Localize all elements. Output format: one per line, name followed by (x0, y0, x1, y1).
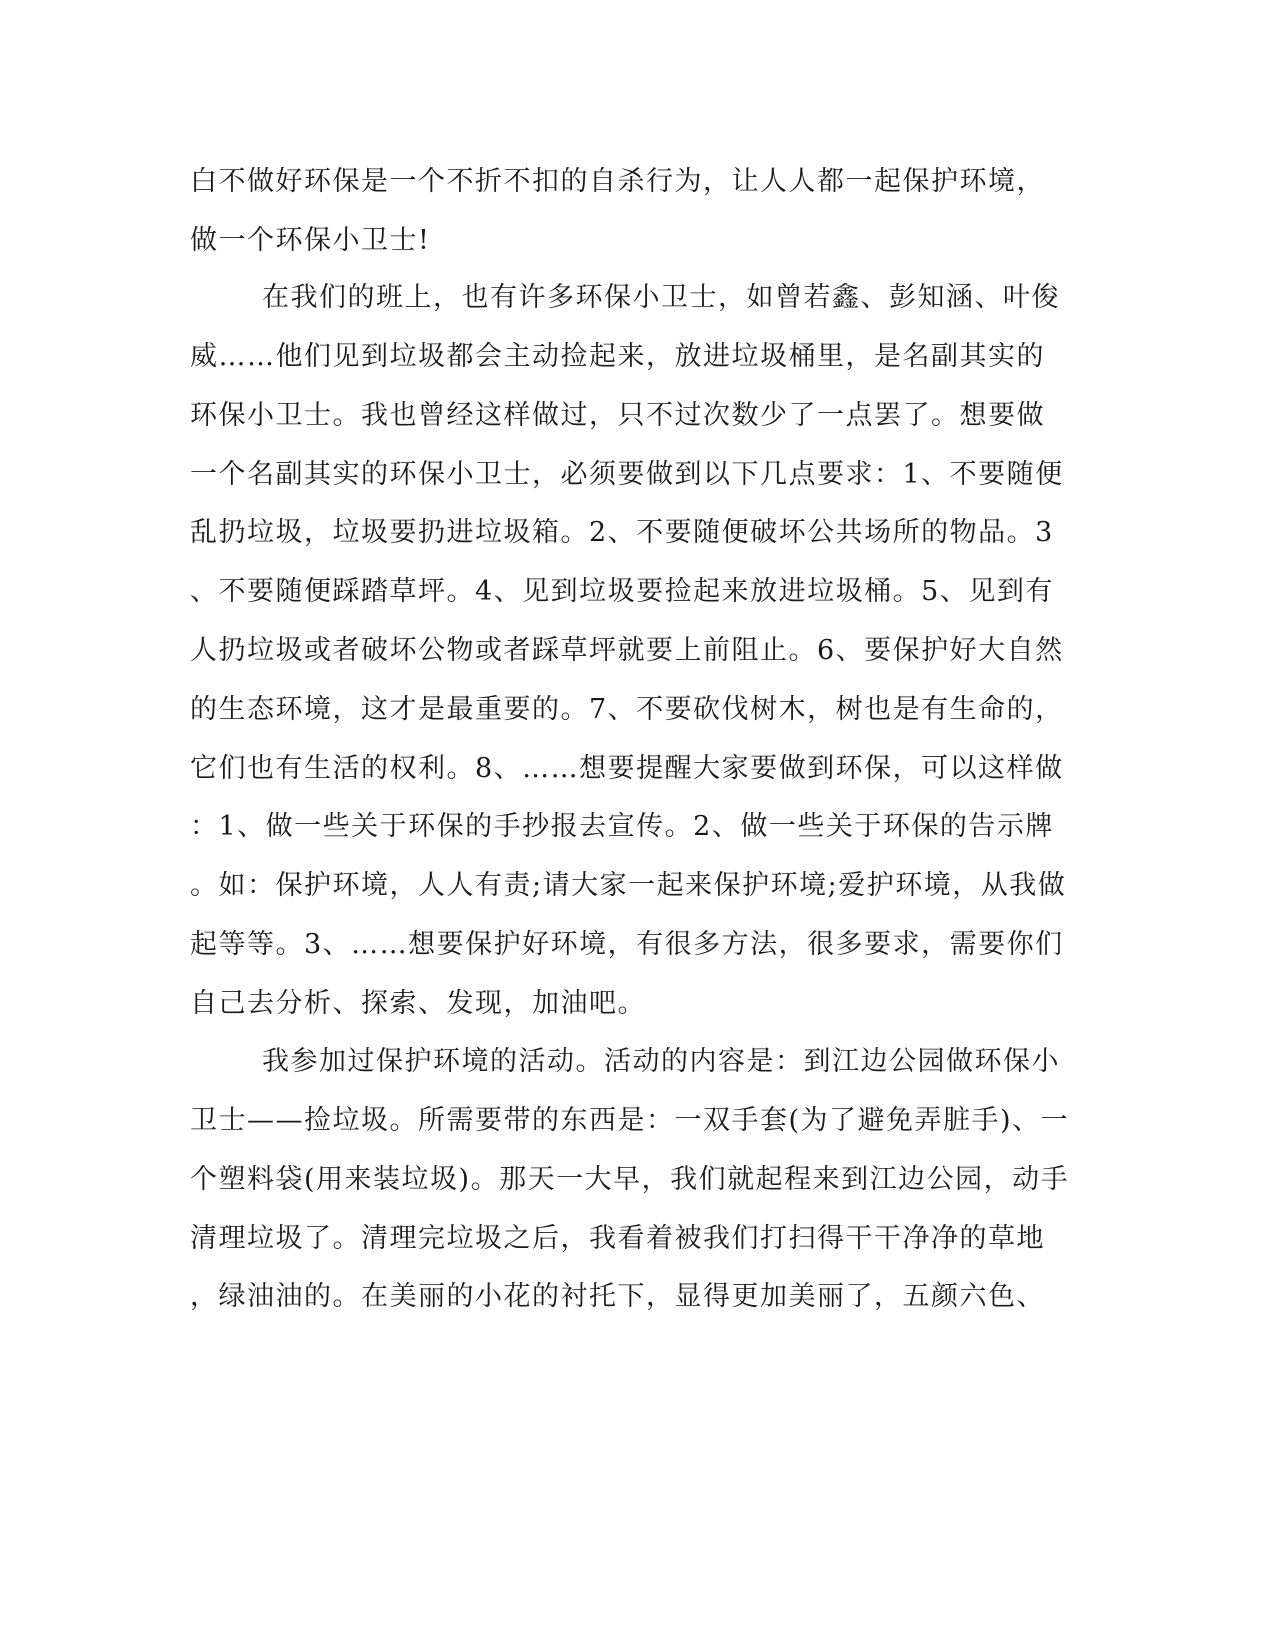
text-line: 起等等。3、……想要保护好环境，有很多方法，很多要求，需要你们 (190, 929, 1064, 960)
text-line: ，绿油油的。在美丽的小花的衬托下，显得更加美丽了，五颜六色、 (190, 1281, 1045, 1312)
paragraph-start-line: 我参加过保护环境的活动。活动的内容是：到江边公园做环保小 (262, 1046, 1060, 1077)
text-line: 、不要随便踩踏草坪。4、见到垃圾要捡起来放进垃圾桶。5、见到有 (190, 576, 1054, 607)
text-line: 做一个环保小卫士! (190, 225, 431, 256)
paragraph-start-line: 在我们的班上，也有许多环保小卫士，如曾若鑫、彭知涵、叶俊 (262, 282, 1060, 313)
text-line: 它们也有生活的权利。8、……想要提醒大家要做到环保，可以这样做 (190, 753, 1064, 784)
text-line: 个塑料袋(用来装垃圾)。那天一大早，我们就起程来到江边公园，动手 (190, 1164, 1070, 1195)
text-line: 乱扔垃圾，垃圾要扔进垃圾箱。2、不要随便破坏公共场所的物品。3 (190, 517, 1054, 548)
text-line: 的生态环境，这才是最重要的。7、不要砍伐树木，树也是有生命的， (190, 694, 1064, 725)
text-line: ：1、做一些关于环保的手抄报去宣传。2、做一些关于环保的告示牌 (190, 811, 1054, 842)
text-line: 。如：保护环境，人人有责;请大家一起来保护环境;爱护环境，从我做 (190, 870, 1067, 901)
text-line: 人扔垃圾或者破坏公物或者踩草坪就要上前阻止。6、要保护好大自然 (190, 635, 1064, 666)
text-line: 自己去分析、探索、发现，加油吧。 (190, 988, 646, 1019)
text-line: 卫士——捡垃圾。所需要带的东西是：一双手套(为了避免弄脏手)、一 (190, 1105, 1070, 1136)
text-line: 环保小卫士。我也曾经这样做过，只不过次数少了一点罢了。想要做 (190, 400, 1045, 431)
text-line: 一个名副其实的环保小卫士，必须要做到以下几点要求：1、不要随便 (190, 459, 1064, 490)
text-line: 白不做好环保是一个不折不扣的自杀行为，让人人都一起保护环境， (190, 166, 1045, 197)
text-line: 威……他们见到垃圾都会主动捡起来，放进垃圾桶里，是名副其实的 (190, 341, 1045, 372)
text-line: 清理垃圾了。清理完垃圾之后，我看着被我们打扫得干干净净的草地 (190, 1223, 1045, 1254)
